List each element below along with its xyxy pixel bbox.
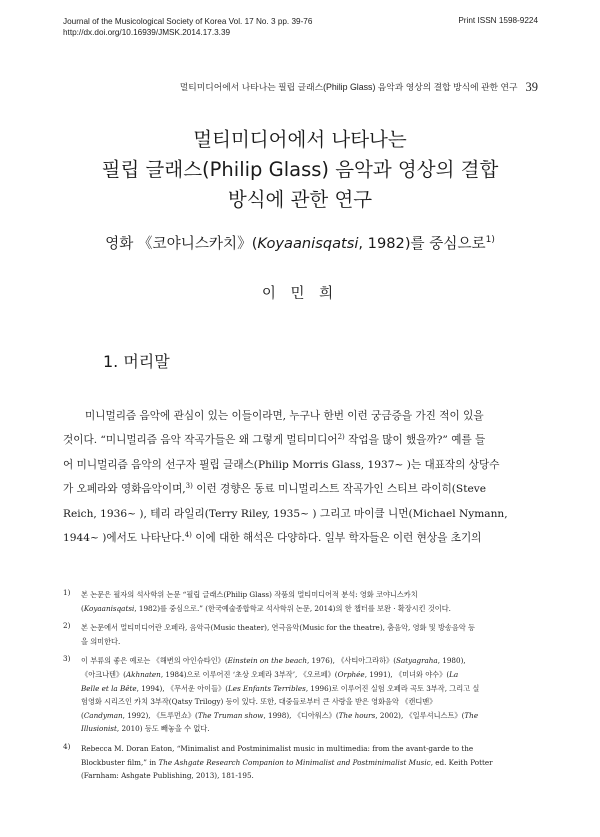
footnote-line: (Koyaanisqatsi, 1982)를 중심으로.” (한국예술종합학교 석사학위 논문, 2014)의 한 챕터를 보완 · 확장시킨 것이다. [81,603,451,613]
article-subtitle [0,232,600,253]
footnote-4 [63,742,543,783]
body-line: 1944~ )에서도 나타난다.$^{4)}$ 이에 대한 해석은 다양하다. 일부 학자들은 이런 현상을 초기의 [63,530,482,544]
subtitle-text: 영화 《코야니스카치》( [105,235,258,252]
body-line: 어 미니멀리즘 음악의 선구자 필립 글래스(Philip Morris Glass, 1937~ )는 대표작의 상당수 [63,458,500,471]
footnote-line: (Candyman, 1992), 《트루먼쇼》(The Truman show, 1998), 《디아워스》(The hours, 2002), 《일루셔니스트》(The [81,710,479,720]
footnote-number: 4) [63,741,71,751]
author-name: 이 민 희 [261,286,339,302]
body-line: 가 오페라와 영화음악이며,$^{3)}$ 이런 경향은 동료 미니멀리스트 작곡가인 스티브 라이히(Steve [63,482,486,496]
subtitle-text-end: , 1982)를 중심으로 [358,235,486,252]
article-title [0,125,600,215]
footnote-line: Blockbuster film,” in The Ashgate Research Companion to Minimalist and Postminimalist Music, ed. Keith Potter [81,757,493,767]
title-line-3: 방식에 관한 연구 [227,188,373,211]
body-paragraph [63,404,539,550]
footnote-number: 1) [63,588,71,597]
footnote-line: 을 의미한다. [81,636,121,646]
footnote-number: 2) [63,621,71,631]
body-line: 것이다. “미니멀리즘 음악 작곡가들은 왜 그렇게 멀티미디어$^{2)}$ 작업을 많이 했을까?” 예를 들 [63,433,486,447]
footnote-ref-3[interactable]: 3) [185,482,193,491]
footnote-line: 《아크나텐》(Akhnaten, 1984)으로 이루어진 ‘초상 오페라 3부작’, 《오르페》(Orphée, 1991), 《미녀와 야수》(La [81,669,459,679]
footnotes [63,588,543,789]
issn: Print ISSN 1598-9224 [458,16,538,25]
body-line: Reich, 1936~ ), 테리 라일리(Terry Riley, 1935~ ) 그리고 마이클 니먼(Michael Nymann, [63,507,508,520]
doi-link[interactable]: http://dx.doi.org/10.16939/JMSK.2014.17.3.39 [63,28,231,37]
journal-citation [63,16,312,38]
title-line-1: 멀티미디어에서 나타나는 [193,128,407,151]
running-title: 멀티미디어에서 나타나는 필립 글래스(Philip Glass) 음악과 영상의 결합 방식에 관한 연구 [179,82,518,92]
footnote-line: Belle et la Bête, 1994), 《무서운 아이들》(Les Enfants Terribles, 1996)로 이루어진 실험 오페라 곡토 3부작, 그리고 실 [81,683,480,693]
subtitle-film-title: Koyaanisqatsi [257,235,359,252]
journal-volume-line: Journal of the Musicological Society of Korea Vol. 17 No. 3 pp. 39-76 [63,17,313,26]
footnote-ref-2[interactable]: 2) [337,433,345,442]
footnote-number: 3) [63,654,71,664]
title-line-2: 필립 글래스(Philip Glass) 음악과 영상의 결합 [101,158,499,181]
footnote-ref-4[interactable]: 4) [184,530,192,539]
footnote-3 [63,654,543,736]
footnote-line: 험영화 시리즈인 카치 3부작(Qatsy Trilogy) 등이 있다. 또한, 대중들로부터 큰 사랑을 받은 영화음악 《캔디맨》 [81,697,437,707]
running-head [180,80,538,95]
footnote-line: 이 부류의 좋은 예로는 《해변의 아인슈타인》(Einstein on the beach, 1976), 《사티아그라하》(Satyagraha, 1980), [81,656,466,666]
footnote-line: 본 논문은 필자의 석사학위 논문 “필립 글래스(Philip Glass) 작품의 멀티미디어적 분석: 영화 코야니스카치 [81,590,418,599]
footnote-line: (Farnham: Ashgate Publishing, 2013), 181-195. [81,771,254,781]
footnote-line: Illusionist, 2010) 등도 빼놓을 수 없다. [81,724,210,734]
footnote-line: Rebecca M. Doran Eaton, “Minimalist and Postminimalist music in multimedia: from the avant-garde to the [81,743,474,753]
footnote-ref-1[interactable]: 1) [485,235,495,245]
body-line: 미니멀리즘 음악에 관심이 있는 이들이라면, 누구나 한번 이런 궁금증을 가진 적이 있을 [85,410,484,422]
page-number: 39 [525,80,538,94]
section-heading: 1. 머리말 [103,352,170,371]
footnote-2 [63,621,543,648]
footnote-1 [63,588,543,615]
footnote-line: 본 논문에서 멀티미디어란 오페라, 음악극(Music theater), 연극음악(Music for the theatre), 춤음악, 영화 및 방송음악 등 [81,623,475,633]
